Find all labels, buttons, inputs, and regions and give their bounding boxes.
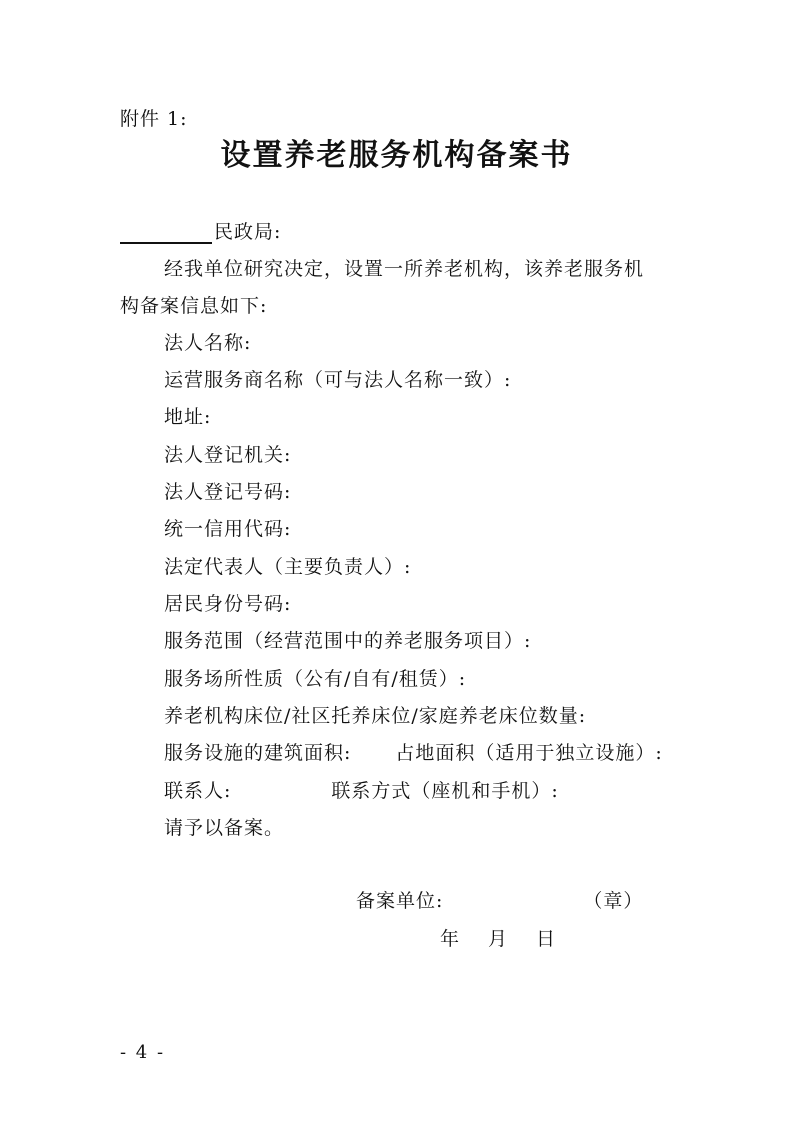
field-credit-code: 统一信用代码: [164,518,292,540]
seal-label: （章） [583,890,644,912]
field-contact-person: 联系人: [164,780,232,802]
date-day: 日 [536,928,557,950]
contact-line [164,779,559,803]
field-land-area: 占地面积（适用于独立设施）: [395,742,663,764]
closing-text: 请予以备案。 [164,817,285,839]
addressee-line [120,220,281,244]
field-contact-method: 联系方式（座机和手机）: [331,780,559,802]
date-line [440,927,556,951]
addressee-blank[interactable] [120,222,212,244]
field-registration-number: 法人登记号码: [164,481,292,503]
field-address: 地址: [164,406,212,428]
intro-line-1: 经我单位研究决定，设置一所养老机构，该养老服务机 [164,258,645,280]
signature-line [356,889,643,913]
field-service-scope: 服务范围（经营范围中的养老服务项目）: [164,630,532,652]
document-title: 设置养老服务机构备案书 [220,138,573,173]
field-legal-name: 法人名称: [164,332,252,354]
page-number: - 4 - [120,1042,166,1063]
date-year: 年 [440,928,461,950]
field-id-number: 居民身份号码: [164,593,292,615]
field-building-area: 服务设施的建筑面积: [164,742,352,764]
addressee-suffix: 民政局: [214,221,282,243]
area-line [164,741,663,765]
field-legal-representative: 法定代表人（主要负责人）: [164,556,412,578]
attachment-label: 附件 1: [120,108,188,130]
field-operator-name: 运营服务商名称（可与法人名称一致）: [164,369,512,391]
field-bed-count: 养老机构床位/社区托养床位/家庭养老床位数量: [164,705,587,727]
intro-line-2: 构备案信息如下: [120,295,268,317]
filing-unit-label: 备案单位: [356,890,444,912]
field-registration-authority: 法人登记机关: [164,444,292,466]
date-month: 月 [488,928,509,950]
field-premises-nature: 服务场所性质（公有/自有/租赁）: [164,668,467,690]
